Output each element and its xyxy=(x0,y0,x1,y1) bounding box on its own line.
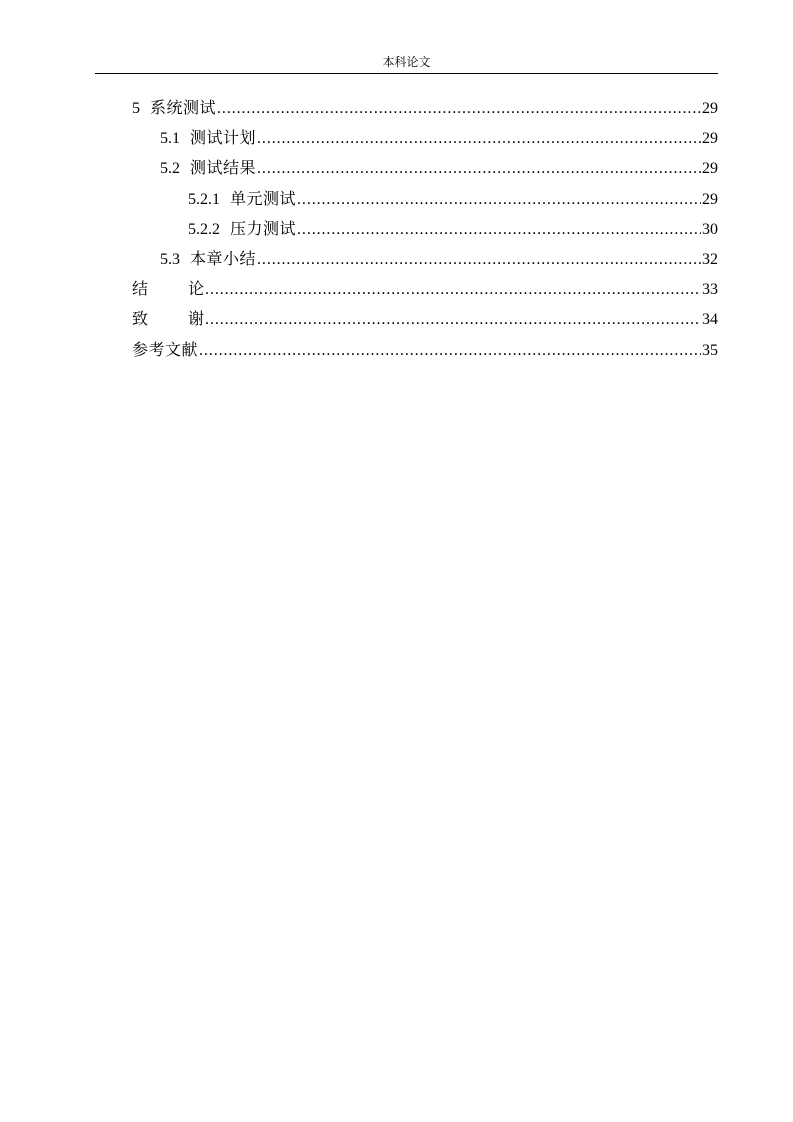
toc-leader-dots xyxy=(257,245,701,275)
toc-title-char-1: 致 xyxy=(132,311,149,329)
table-of-contents xyxy=(132,94,718,366)
toc-entry-5-1[interactable] xyxy=(132,124,718,154)
toc-page-number: 34 xyxy=(702,311,718,329)
toc-page-number: 29 xyxy=(702,190,718,208)
toc-number: 5.2.1 xyxy=(188,190,220,208)
toc-entry-references[interactable] xyxy=(132,336,718,366)
toc-title: 单元测试 xyxy=(230,190,297,208)
toc-entry-5-2[interactable] xyxy=(132,154,718,184)
toc-title: 测试结果 xyxy=(190,160,257,178)
toc-leader-dots xyxy=(257,124,701,154)
header-title: 本科论文 xyxy=(382,55,431,69)
toc-leader-dots xyxy=(217,94,701,124)
toc-entry-5[interactable] xyxy=(132,94,718,124)
toc-page-number: 30 xyxy=(702,220,718,238)
toc-number: 5.2 xyxy=(160,160,180,178)
toc-number: 5.2.2 xyxy=(188,220,220,238)
toc-leader-dots xyxy=(205,275,701,305)
toc-title-char-2: 论 xyxy=(188,281,205,299)
toc-leader-dots xyxy=(297,215,701,245)
toc-page-number: 35 xyxy=(702,341,718,359)
toc-entry-5-3[interactable] xyxy=(132,245,718,275)
page-header xyxy=(95,54,718,74)
toc-leader-dots xyxy=(257,154,701,184)
toc-entry-acknowledgements[interactable] xyxy=(132,305,718,335)
toc-title: 测试计划 xyxy=(190,130,257,148)
toc-entry-5-2-2[interactable] xyxy=(132,215,718,245)
toc-title xyxy=(132,305,204,335)
toc-page-number: 29 xyxy=(702,130,718,148)
toc-number: 5.3 xyxy=(160,250,180,268)
toc-page-number: 29 xyxy=(702,100,718,117)
toc-title: 系统测试 xyxy=(150,100,217,117)
toc-number: 5.1 xyxy=(160,130,180,148)
toc-title xyxy=(132,275,204,305)
toc-title: 压力测试 xyxy=(230,220,297,238)
toc-title-char-1: 结 xyxy=(132,281,149,299)
toc-leader-dots xyxy=(297,185,701,215)
toc-entry-conclusion[interactable] xyxy=(132,275,718,305)
toc-leader-dots xyxy=(199,336,701,366)
toc-number: 5 xyxy=(132,100,140,117)
toc-page-number: 32 xyxy=(702,250,718,268)
toc-title-char-2: 谢 xyxy=(188,311,205,329)
toc-leader-dots xyxy=(205,305,701,335)
toc-entry-5-2-1[interactable] xyxy=(132,185,718,215)
toc-page-number: 29 xyxy=(702,160,718,178)
toc-title: 参考文献 xyxy=(132,341,199,359)
toc-title: 本章小结 xyxy=(190,250,257,268)
toc-page-number: 33 xyxy=(702,281,718,299)
